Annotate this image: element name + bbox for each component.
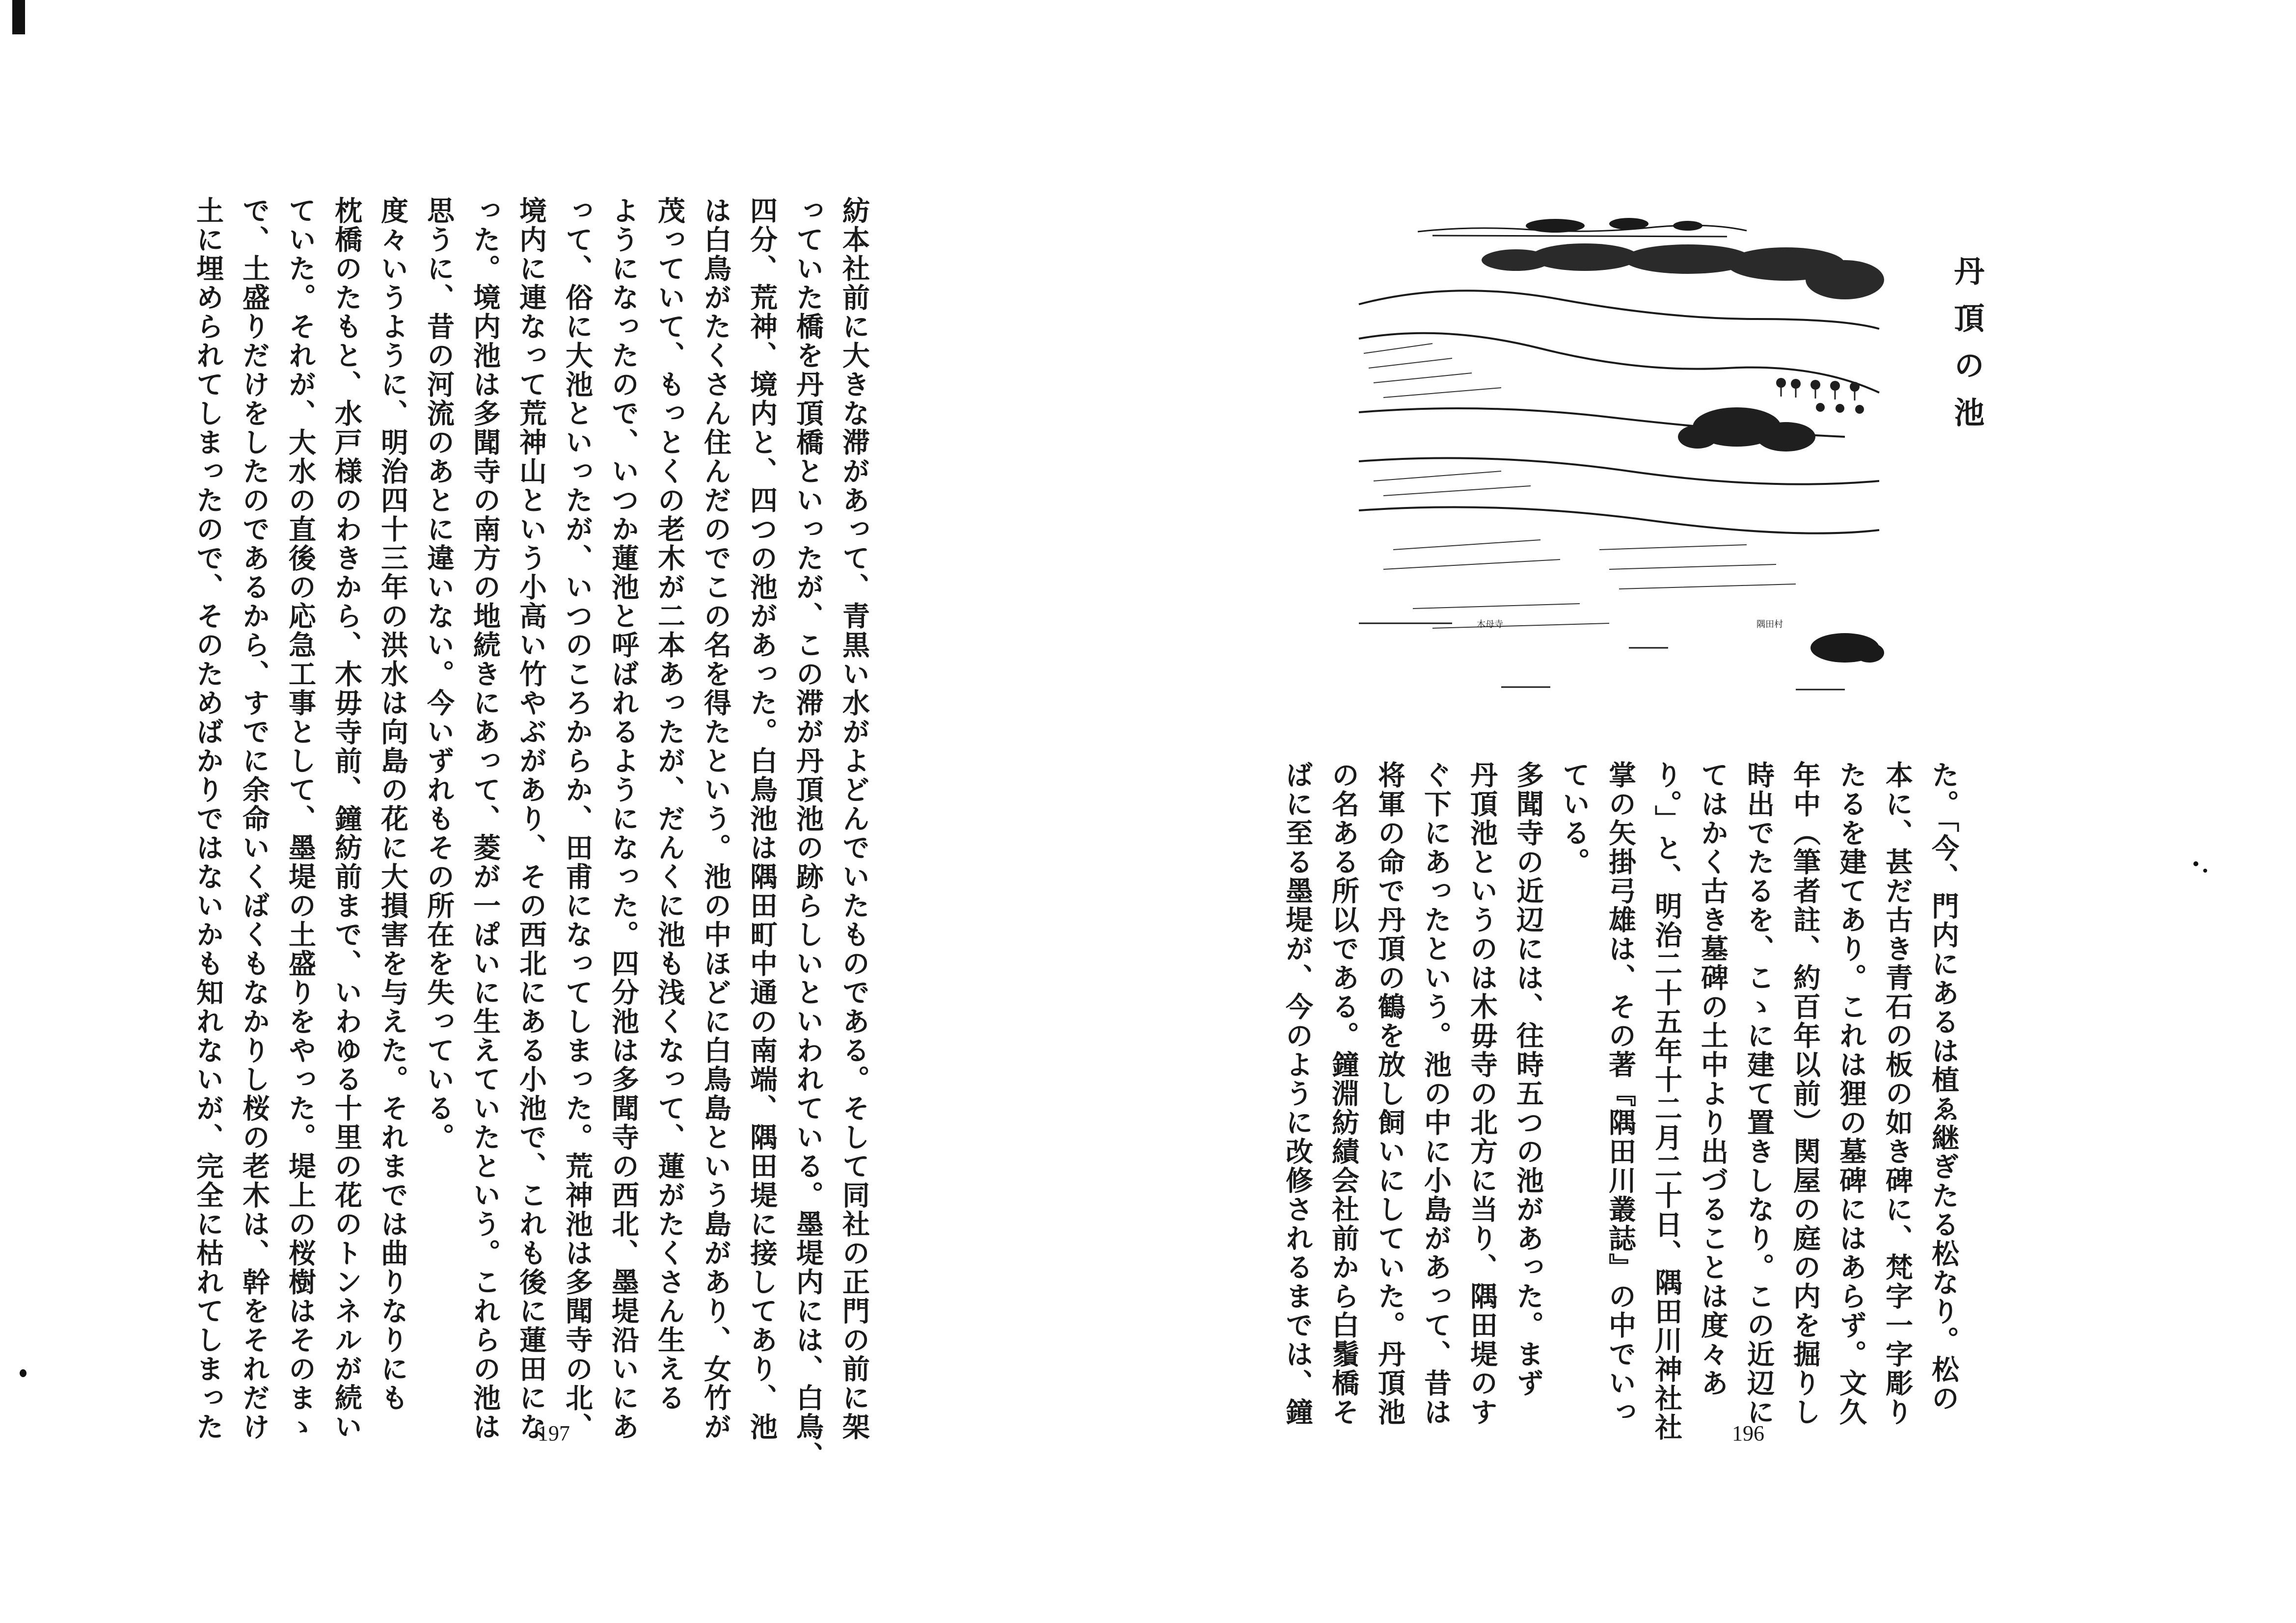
text-column: ばに至る墨堤が、今のように改修されるまでは、鐘 [1281,761,1314,1427]
text-column: 多聞寺の近辺には、往時五つの池があった。まず [1512,761,1544,1398]
illustration-caption: 丹頂の池 [1949,255,1985,444]
right-page [1148,0,2296,1623]
text-column: 枕橋のたもと、水戸様のわきから、木毋寺前、鐘紡前まで、いわゆる十里の花のトンネルが続い [330,196,363,1441]
text-column: 掌の矢掛弓雄は、その著『隅田川叢誌』の中でいっ [1604,761,1637,1427]
text-column: 思うに、昔の河流のあとに違いない。今いずれもその所在を失っている。 [423,196,455,1152]
landscape-illustration [1354,206,1884,692]
text-column: ぐ下にあったという。池の中に小島があって、昔は [1420,761,1452,1427]
text-column: た。「今、門内にあるは植ゑ継ぎたる松なり。松の [1927,761,1960,1413]
text-column: 境内に連なって荒神山という小高い竹やぶがあり、その西北にある小池で、これも後に蓮田にな [515,196,547,1441]
text-column: って、俗に大池といったが、いつのころからか、田甫になってしまった。荒神池は多聞寺の北、 [561,196,594,1441]
text-column: てはかく古き墓碑の土中より出づることは度々あ [1697,761,1729,1398]
binding-mark [12,0,25,34]
text-column: 四分、荒神、境内と、四つの池があった。白鳥池は隅田町中通の南端、隅田堤に接してあり、池 [746,196,778,1441]
text-column: たるを建てあり。これは狸の墓碑にはあらず。文久 [1835,761,1867,1427]
text-column: ている。 [1558,761,1591,877]
text-column: った。境内池は多聞寺の南方の地続きにあって、菱が一ぱいに生えていたという。これらの池は [469,196,501,1441]
illustration-label: 隅田村 [1756,619,1783,630]
text-column: ようになったので、いつか蓮池と呼ばれるようになった。四分池は多聞寺の西北、墨堤沿いにあ [607,196,640,1441]
text-column: 将軍の命で丹頂の鶴を放し飼いにしていた。丹頂池 [1374,761,1406,1427]
text-column: 土に埋められてしまったので、そのためばかりではないかも知れないが、完全に枯れてしまった [192,196,224,1441]
text-column: は白鳥がたくさん住んだのでこの名を得たという。池の中ほどに白鳥島という島があり、女竹が [700,196,732,1441]
text-column: 度々いうように、明治四十三年の洪水は向島の花に大損害を与えた。それまでは曲りなりにも [377,196,409,1412]
ink-dot [2203,869,2207,873]
text-column: 丹頂池というのは木毋寺の北方に当り、隅田堤のす [1466,761,1498,1427]
right-body-text [1265,761,1960,1442]
text-column: で、土盛りだけをしたのであるから、すでに余命いくばくもなかりし桜の老木は、幹をそれだけ [238,196,270,1441]
left-body-text [176,196,868,1470]
text-column: っていた橋を丹頂橋といったが、この滞が丹頂池の跡らしいといわれている。墨堤内には、白鳥、 [792,196,824,1470]
text-column: 時出でたるを、こゝに建て置きしなり。この近辺に [1743,761,1775,1427]
text-column: の名ある所以である。鐘淵紡績会社前から白鬚橋そ [1327,761,1360,1427]
text-column: 年中（筆者註、約百年以前）関屋の庭の内を掘りし [1789,761,1821,1427]
text-column: 茂っていて、もっとくの老木が二本あったが、だんくに池も浅くなって、蓮がたくさん生える [653,196,686,1412]
illustration-label: 木母寺 [1477,619,1503,630]
page-number: 196 [1732,1421,1764,1445]
text-column: ていた。それが、大水の直後の応急工事として、墨堤の土盛りをやった。堤上の桜樹はそのまゝ [284,196,317,1441]
page-number: 197 [538,1421,570,1445]
text-column: 本に、甚だ古き青石の板の如き碑に、梵字一字彫り [1881,761,1914,1427]
ink-dot [2193,861,2198,866]
text-column: り。」と、明治二十五年十二月二十日、隅田川神社社 [1650,761,1683,1442]
text-column: 紡本社前に大きな滞があって、青黒い水がよどんでいたものである。そして同社の正門の前に架 [838,196,870,1441]
ink-dot [20,1369,27,1377]
